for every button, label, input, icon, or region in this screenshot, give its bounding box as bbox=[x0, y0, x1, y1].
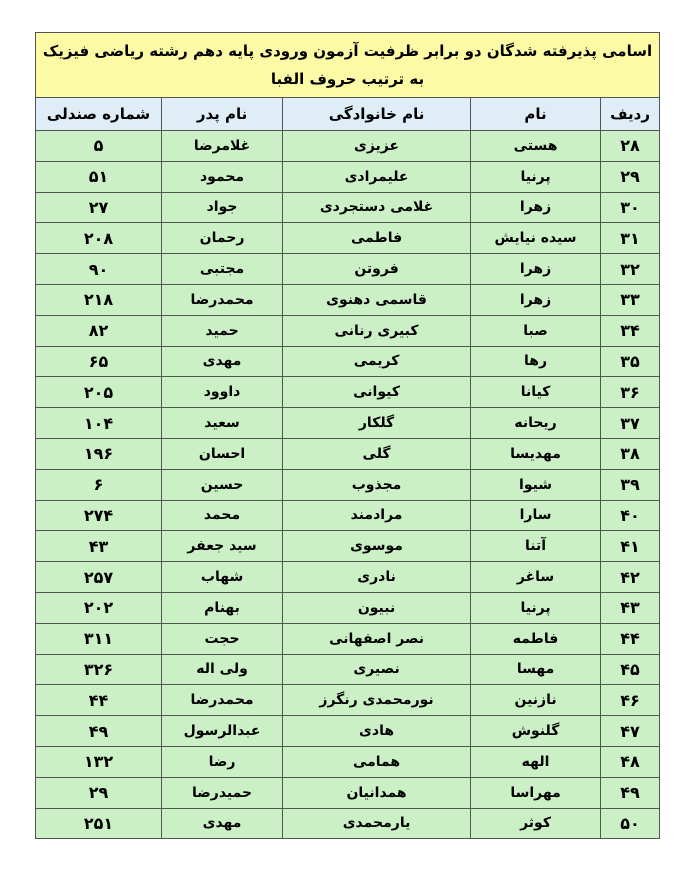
row-number-cell: ۳۲ bbox=[601, 254, 660, 285]
family-name-cell: مرادمند bbox=[283, 500, 471, 531]
name-cell: کوثر bbox=[471, 808, 601, 839]
seat-number-cell: ۲۰۸ bbox=[36, 223, 162, 254]
name-cell: سیده نیایش bbox=[471, 223, 601, 254]
father-name-cell: حمیدرضا bbox=[162, 777, 283, 808]
title-row bbox=[36, 33, 660, 98]
father-name-cell: رضا bbox=[162, 746, 283, 777]
father-name-cell: ولی اله bbox=[162, 654, 283, 685]
name-cell: سارا bbox=[471, 500, 601, 531]
table-row bbox=[36, 161, 660, 192]
row-number-cell: ۴۶ bbox=[601, 685, 660, 716]
family-name-cell: کبیری رنانی bbox=[283, 315, 471, 346]
father-name-cell: مهدی bbox=[162, 808, 283, 839]
seat-number-cell: ۴۹ bbox=[36, 716, 162, 747]
father-name-cell: جواد bbox=[162, 192, 283, 223]
seat-number-cell: ۲۷۴ bbox=[36, 500, 162, 531]
row-number-cell: ۳۷ bbox=[601, 408, 660, 439]
name-cell: پرنیا bbox=[471, 592, 601, 623]
seat-number-cell: ۲۹ bbox=[36, 777, 162, 808]
row-number-cell: ۳۹ bbox=[601, 469, 660, 500]
name-cell: زهرا bbox=[471, 192, 601, 223]
father-name-cell: مجتبی bbox=[162, 254, 283, 285]
table-row bbox=[36, 408, 660, 439]
name-cell: رها bbox=[471, 346, 601, 377]
family-name-cell: نصیری bbox=[283, 654, 471, 685]
table-title bbox=[36, 33, 660, 98]
seat-number-cell: ۴۴ bbox=[36, 685, 162, 716]
seat-number-cell: ۳۲۶ bbox=[36, 654, 162, 685]
father-name-cell: مهدی bbox=[162, 346, 283, 377]
seat-number-cell: ۳۱۱ bbox=[36, 623, 162, 654]
name-cell: آتنا bbox=[471, 531, 601, 562]
table-row bbox=[36, 654, 660, 685]
name-cell: نازنین bbox=[471, 685, 601, 716]
seat-number-cell: ۶ bbox=[36, 469, 162, 500]
seat-number-cell: ۶۵ bbox=[36, 346, 162, 377]
seat-number-cell: ۲۵۷ bbox=[36, 562, 162, 593]
seat-number-cell: ۱۳۲ bbox=[36, 746, 162, 777]
father-name-cell: بهنام bbox=[162, 592, 283, 623]
row-number-cell: ۳۳ bbox=[601, 284, 660, 315]
row-number-cell: ۴۳ bbox=[601, 592, 660, 623]
father-name-cell: حمید bbox=[162, 315, 283, 346]
table-body bbox=[36, 33, 660, 839]
family-name-cell: گلی bbox=[283, 438, 471, 469]
name-cell: ساغر bbox=[471, 562, 601, 593]
family-name-cell: همدانیان bbox=[283, 777, 471, 808]
row-number-cell: ۳۶ bbox=[601, 377, 660, 408]
family-name-cell: فاطمی bbox=[283, 223, 471, 254]
name-cell: پرنیا bbox=[471, 161, 601, 192]
father-name-cell: محمدرضا bbox=[162, 685, 283, 716]
header-row bbox=[36, 98, 660, 131]
name-cell: شیوا bbox=[471, 469, 601, 500]
row-number-cell: ۵۰ bbox=[601, 808, 660, 839]
table-row bbox=[36, 377, 660, 408]
header-seat-number: شماره صندلی bbox=[36, 98, 162, 131]
family-name-cell: هادی bbox=[283, 716, 471, 747]
seat-number-cell: ۲۷ bbox=[36, 192, 162, 223]
father-name-cell: محمدرضا bbox=[162, 284, 283, 315]
seat-number-cell: ۲۰۵ bbox=[36, 377, 162, 408]
father-name-cell: رحمان bbox=[162, 223, 283, 254]
seat-number-cell: ۲۰۲ bbox=[36, 592, 162, 623]
table-row bbox=[36, 500, 660, 531]
row-number-cell: ۳۰ bbox=[601, 192, 660, 223]
table-row bbox=[36, 284, 660, 315]
header-name: نام bbox=[471, 98, 601, 131]
row-number-cell: ۳۱ bbox=[601, 223, 660, 254]
family-name-cell: نصر اصفهانی bbox=[283, 623, 471, 654]
father-name-cell: غلامرضا bbox=[162, 131, 283, 162]
table-row bbox=[36, 716, 660, 747]
name-cell: کیانا bbox=[471, 377, 601, 408]
family-name-cell: علیمرادی bbox=[283, 161, 471, 192]
table-row bbox=[36, 346, 660, 377]
name-cell: ریحانه bbox=[471, 408, 601, 439]
father-name-cell: حجت bbox=[162, 623, 283, 654]
seat-number-cell: ۹۰ bbox=[36, 254, 162, 285]
name-cell: هستی bbox=[471, 131, 601, 162]
row-number-cell: ۳۵ bbox=[601, 346, 660, 377]
table-row bbox=[36, 808, 660, 839]
family-name-cell: کیوانی bbox=[283, 377, 471, 408]
seat-number-cell: ۱۰۴ bbox=[36, 408, 162, 439]
header-row-number: ردیف bbox=[601, 98, 660, 131]
family-name-cell: یارمحمدی bbox=[283, 808, 471, 839]
father-name-cell: سعید bbox=[162, 408, 283, 439]
table-row bbox=[36, 192, 660, 223]
header-father-name: نام پدر bbox=[162, 98, 283, 131]
family-name-cell: نبیون bbox=[283, 592, 471, 623]
row-number-cell: ۲۹ bbox=[601, 161, 660, 192]
table-row bbox=[36, 746, 660, 777]
table-row bbox=[36, 562, 660, 593]
family-name-cell: مجذوب bbox=[283, 469, 471, 500]
title-line-1: اسامی پذیرفته شدگان دو برابر ظرفیت آزمون ورودی پایه دهم رشته ریاضی فیزیک bbox=[42, 42, 653, 60]
admission-list-table-wrapper bbox=[35, 32, 659, 839]
table-row bbox=[36, 315, 660, 346]
name-cell: صبا bbox=[471, 315, 601, 346]
row-number-cell: ۴۸ bbox=[601, 746, 660, 777]
father-name-cell: سید جعفر bbox=[162, 531, 283, 562]
row-number-cell: ۴۲ bbox=[601, 562, 660, 593]
table-row bbox=[36, 592, 660, 623]
header-family-name: نام خانوادگی bbox=[283, 98, 471, 131]
father-name-cell: حسین bbox=[162, 469, 283, 500]
row-number-cell: ۴۴ bbox=[601, 623, 660, 654]
table-row bbox=[36, 438, 660, 469]
row-number-cell: ۳۸ bbox=[601, 438, 660, 469]
seat-number-cell: ۵۱ bbox=[36, 161, 162, 192]
father-name-cell: شهاب bbox=[162, 562, 283, 593]
seat-number-cell: ۲۱۸ bbox=[36, 284, 162, 315]
family-name-cell: قاسمی دهنوی bbox=[283, 284, 471, 315]
family-name-cell: همامی bbox=[283, 746, 471, 777]
row-number-cell: ۴۰ bbox=[601, 500, 660, 531]
row-number-cell: ۴۷ bbox=[601, 716, 660, 747]
family-name-cell: عزیزی bbox=[283, 131, 471, 162]
name-cell: مهدیسا bbox=[471, 438, 601, 469]
family-name-cell: نورمحمدی رنگرز bbox=[283, 685, 471, 716]
table-row bbox=[36, 623, 660, 654]
seat-number-cell: ۸۲ bbox=[36, 315, 162, 346]
row-number-cell: ۳۴ bbox=[601, 315, 660, 346]
family-name-cell: نادری bbox=[283, 562, 471, 593]
name-cell: الهه bbox=[471, 746, 601, 777]
name-cell: زهرا bbox=[471, 254, 601, 285]
father-name-cell: احسان bbox=[162, 438, 283, 469]
family-name-cell: غلامی دستجردی bbox=[283, 192, 471, 223]
father-name-cell: عبدالرسول bbox=[162, 716, 283, 747]
family-name-cell: کریمی bbox=[283, 346, 471, 377]
father-name-cell: داوود bbox=[162, 377, 283, 408]
table-row bbox=[36, 223, 660, 254]
table-row bbox=[36, 531, 660, 562]
family-name-cell: فروتن bbox=[283, 254, 471, 285]
name-cell: مهراسا bbox=[471, 777, 601, 808]
seat-number-cell: ۱۹۶ bbox=[36, 438, 162, 469]
table-row bbox=[36, 777, 660, 808]
name-cell: فاطمه bbox=[471, 623, 601, 654]
row-number-cell: ۴۱ bbox=[601, 531, 660, 562]
table-row bbox=[36, 254, 660, 285]
name-cell: گلنوش bbox=[471, 716, 601, 747]
name-cell: مهسا bbox=[471, 654, 601, 685]
admission-list-table bbox=[35, 32, 660, 839]
father-name-cell: محمد bbox=[162, 500, 283, 531]
row-number-cell: ۴۵ bbox=[601, 654, 660, 685]
row-number-cell: ۴۹ bbox=[601, 777, 660, 808]
title-line-2: به ترتیب حروف الفبا bbox=[270, 70, 425, 88]
name-cell: زهرا bbox=[471, 284, 601, 315]
seat-number-cell: ۲۵۱ bbox=[36, 808, 162, 839]
row-number-cell: ۲۸ bbox=[601, 131, 660, 162]
table-row bbox=[36, 685, 660, 716]
table-row bbox=[36, 131, 660, 162]
family-name-cell: گلکار bbox=[283, 408, 471, 439]
seat-number-cell: ۵ bbox=[36, 131, 162, 162]
family-name-cell: موسوی bbox=[283, 531, 471, 562]
father-name-cell: محمود bbox=[162, 161, 283, 192]
table-row bbox=[36, 469, 660, 500]
seat-number-cell: ۴۳ bbox=[36, 531, 162, 562]
